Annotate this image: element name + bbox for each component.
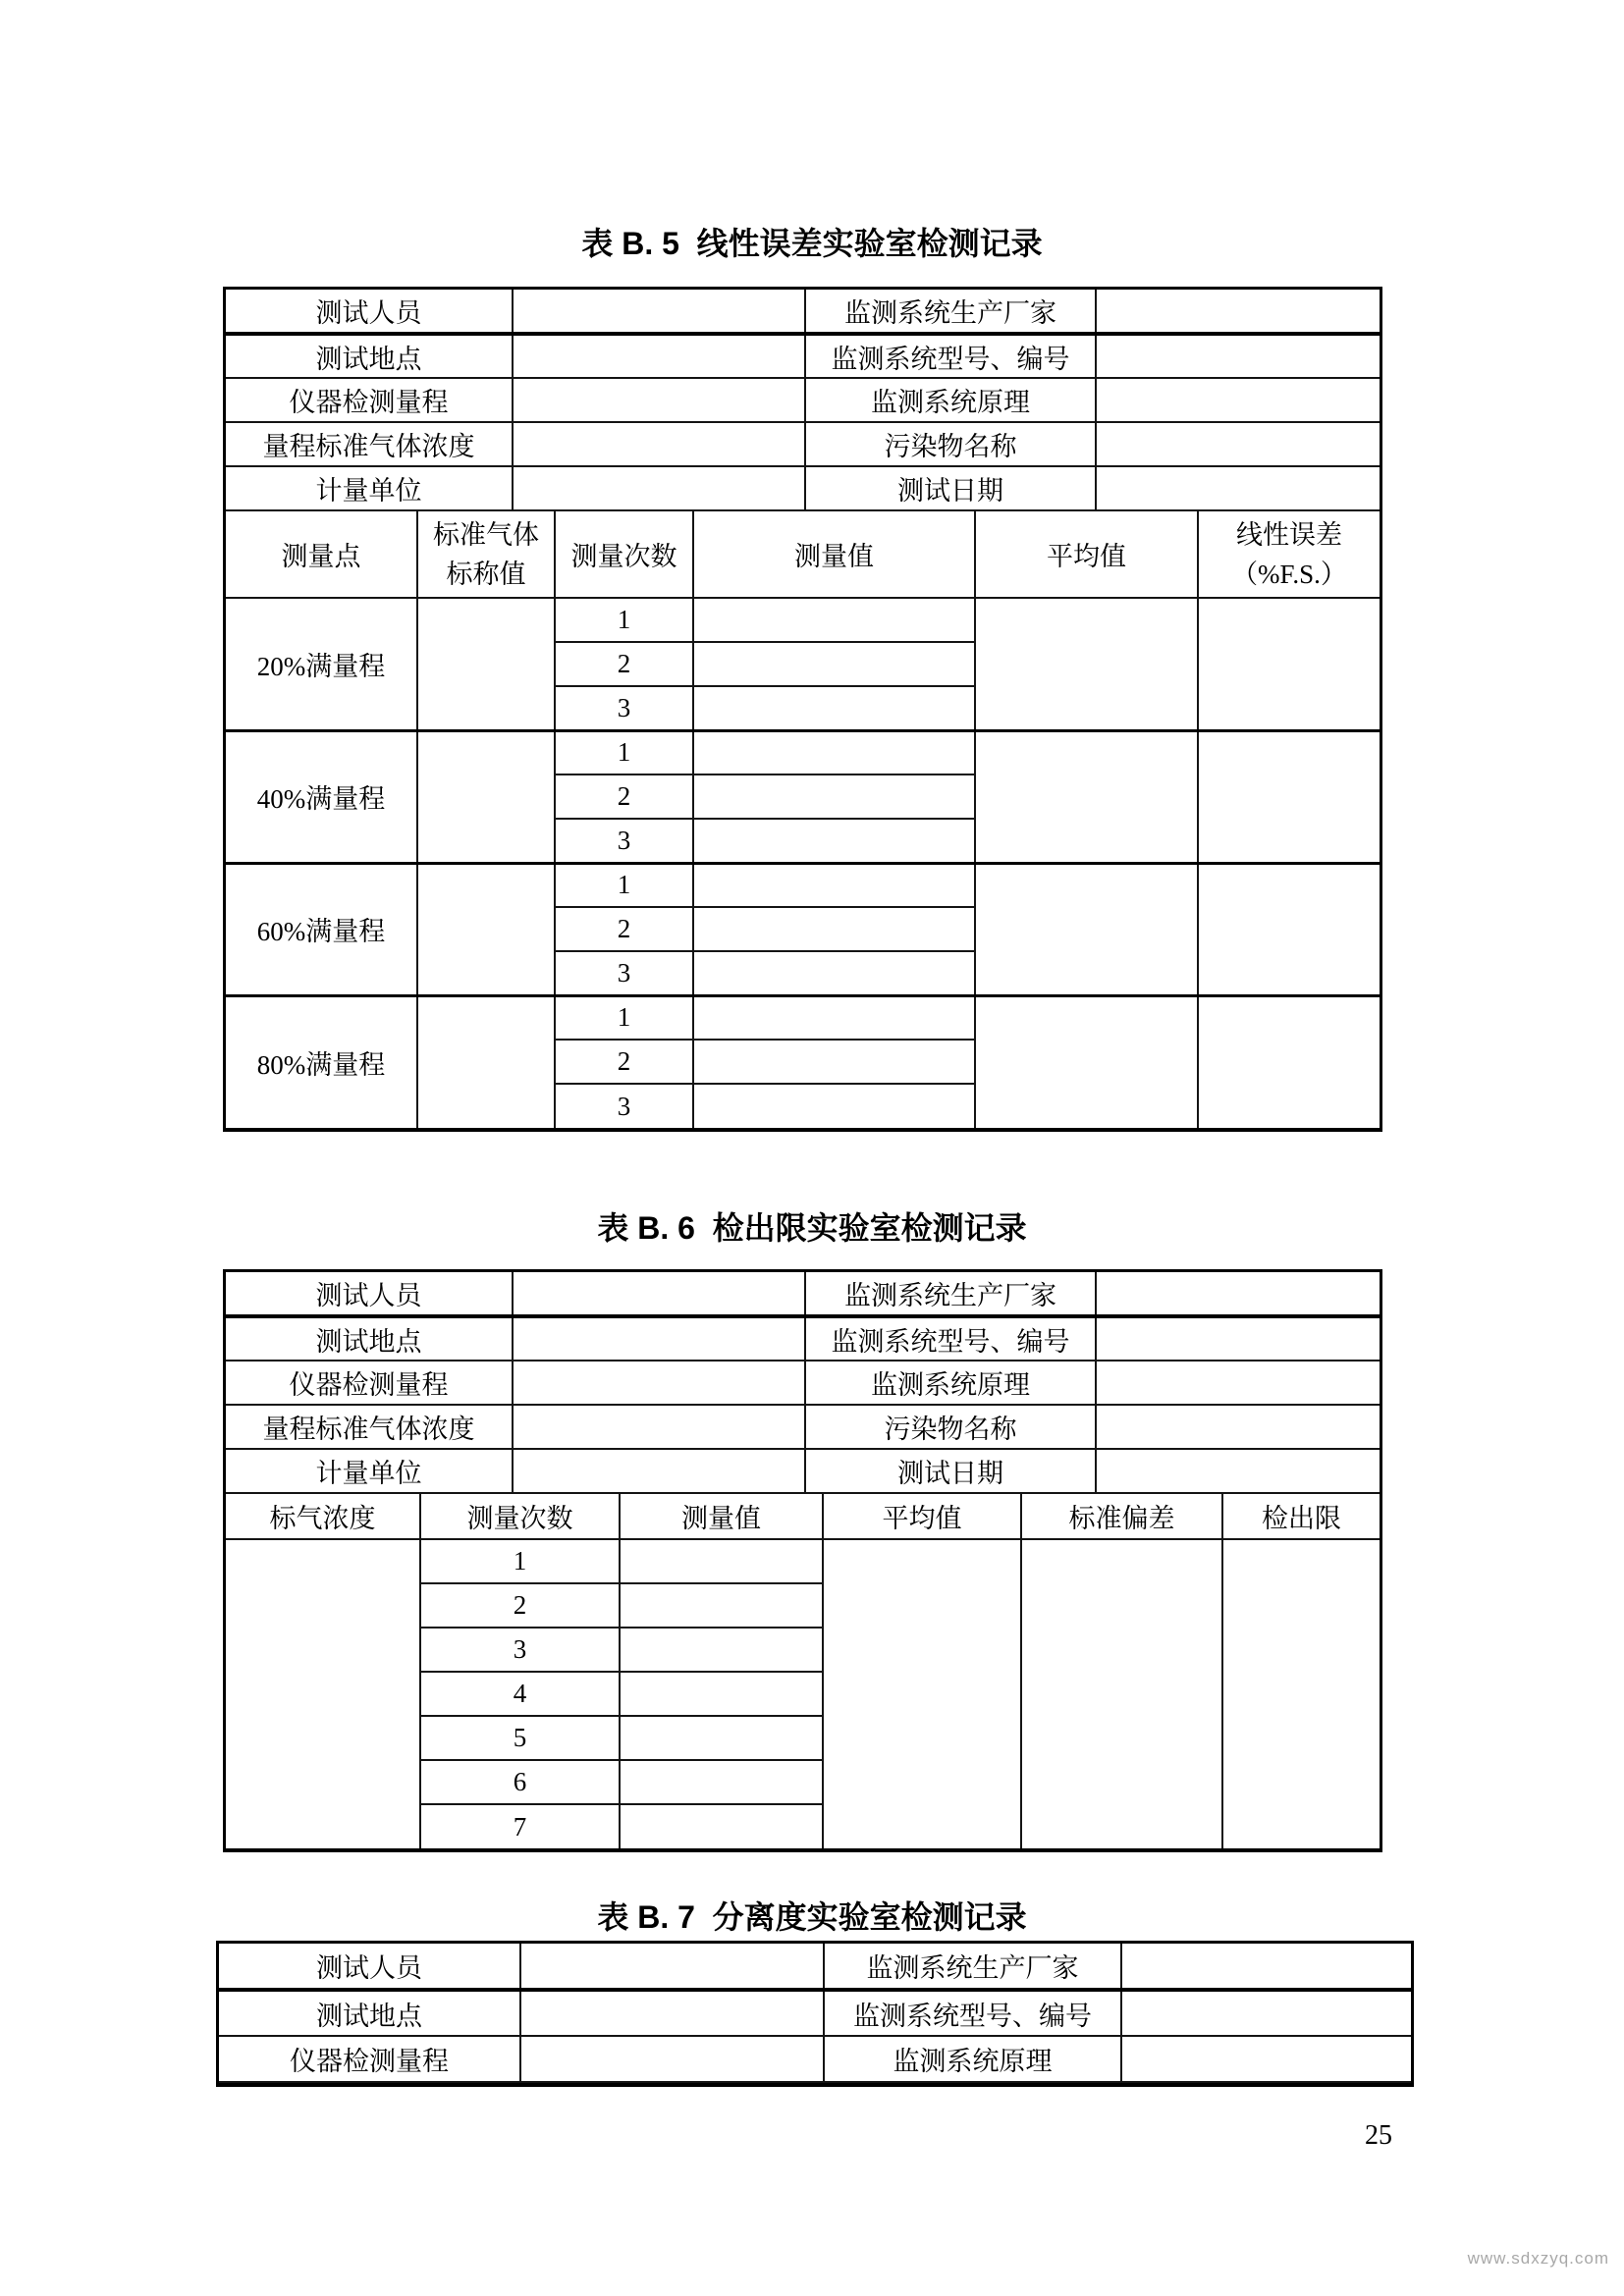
col-header-average: 平均值 [823,1494,1021,1539]
nominal-blank-cell [417,863,555,995]
info-value-blank [520,1944,824,1990]
col-header-measure-times: 测量次数 [555,511,693,598]
value-blank-cell [693,642,975,686]
times-cell: 3 [555,819,693,863]
concentration-blank-cell [226,1539,420,1848]
info-label: 测试地点 [219,1990,520,2036]
info-value-blank [1096,378,1380,422]
value-blank-cell [693,598,975,642]
info-value-blank [1096,1361,1380,1405]
info-label: 监测系统型号、编号 [805,1316,1096,1361]
col-header-measure-times: 测量次数 [420,1494,620,1539]
times-cell: 1 [555,995,693,1040]
table-b6-measure-section [226,1494,1380,1848]
value-blank-cell [620,1539,823,1583]
value-blank-cell [620,1804,823,1848]
measure-point-cell: 40%满量程 [226,730,417,863]
measure-point-cell: 60%满量程 [226,863,417,995]
times-cell: 4 [420,1672,620,1716]
info-label: 测试地点 [226,334,513,378]
info-label: 污染物名称 [805,1405,1096,1449]
error-blank-cell [1198,863,1380,995]
col-header-line: 标称值 [446,559,526,589]
info-value-blank [1096,466,1380,510]
table-b6 [223,1269,1382,1852]
info-label: 测试人员 [219,1944,520,1990]
times-cell: 3 [555,951,693,995]
nominal-blank-cell [417,730,555,863]
times-cell: 1 [555,863,693,907]
info-label: 仪器检测量程 [219,2036,520,2082]
value-blank-cell [693,730,975,774]
info-value-blank [1096,1316,1380,1361]
info-value-blank [513,1272,805,1316]
table-b7-info-section [219,1944,1411,2083]
value-blank-cell [693,819,975,863]
watermark: www.sdxzyq.com [1467,2249,1609,2268]
value-blank-cell [620,1760,823,1804]
times-cell: 3 [555,686,693,730]
info-value-blank [513,422,805,466]
info-value-blank [1096,1272,1380,1316]
value-blank-cell [693,995,975,1040]
info-label: 监测系统型号、编号 [824,1990,1121,2036]
error-blank-cell [1198,598,1380,730]
value-blank-cell [693,951,975,995]
table-b5-info-section [226,290,1380,511]
info-value-blank [513,1316,805,1361]
info-value-blank [513,290,805,334]
times-cell: 3 [420,1628,620,1672]
value-blank-cell [693,774,975,819]
table-b7 [216,1941,1414,2087]
times-cell: 1 [420,1539,620,1583]
info-label: 量程标准气体浓度 [226,422,513,466]
info-label: 测试人员 [226,1272,513,1316]
col-header-average: 平均值 [975,511,1198,598]
info-label: 监测系统原理 [805,378,1096,422]
average-blank-cell [975,995,1198,1128]
times-cell: 7 [420,1804,620,1848]
col-header-linearity-error [1198,511,1380,598]
col-header-std-deviation: 标准偏差 [1021,1494,1222,1539]
times-cell: 1 [555,598,693,642]
col-header-gas-concentration: 标气浓度 [226,1494,420,1539]
table-b5-measure-section [226,511,1380,1128]
info-label: 监测系统原理 [824,2036,1121,2082]
col-header-standard-gas-nominal [417,511,555,598]
info-label: 监测系统生产厂家 [824,1944,1121,1990]
value-blank-cell [620,1672,823,1716]
limit-blank-cell [1222,1539,1380,1848]
info-label: 测试日期 [805,1449,1096,1493]
measure-point-cell: 20%满量程 [226,598,417,730]
info-value-blank [520,1990,824,2036]
table-b6-title: 表 B. 6 检出限实验室检测记录 [597,1210,1027,1246]
times-cell: 5 [420,1716,620,1760]
average-blank-cell [975,730,1198,863]
table-b6-info-section [226,1272,1380,1494]
info-label: 测试地点 [226,1316,513,1361]
info-value-blank [513,334,805,378]
info-label: 测试人员 [226,290,513,334]
times-cell: 2 [420,1583,620,1628]
info-value-blank [1121,1990,1411,2036]
value-blank-cell [693,686,975,730]
col-header-detection-limit: 检出限 [1222,1494,1380,1539]
times-cell: 6 [420,1760,620,1804]
info-label: 仪器检测量程 [226,1361,513,1405]
info-label: 监测系统生产厂家 [805,1272,1096,1316]
info-value-blank [1096,1405,1380,1449]
info-label: 测试日期 [805,466,1096,510]
info-label: 监测系统生产厂家 [805,290,1096,334]
col-header-line: 线性误差 [1236,519,1342,550]
error-blank-cell [1198,730,1380,863]
info-value-blank [1096,422,1380,466]
times-cell: 2 [555,907,693,951]
value-blank-cell [620,1583,823,1628]
table-b7-title: 表 B. 7 分离度实验室检测记录 [597,1899,1027,1935]
info-label: 监测系统原理 [805,1361,1096,1405]
col-header-measured-value: 测量值 [693,511,975,598]
times-cell: 3 [555,1084,693,1128]
value-blank-cell [693,1084,975,1128]
times-cell: 2 [555,774,693,819]
value-blank-cell [693,863,975,907]
info-value-blank [1121,1944,1411,1990]
info-value-blank [1096,334,1380,378]
table-b5 [223,287,1382,1132]
value-blank-cell [620,1628,823,1672]
info-value-blank [1096,1449,1380,1493]
average-blank-cell [975,863,1198,995]
info-value-blank [513,1405,805,1449]
info-value-blank [520,2036,824,2082]
info-value-blank [513,466,805,510]
nominal-blank-cell [417,598,555,730]
info-label: 计量单位 [226,466,513,510]
info-label: 污染物名称 [805,422,1096,466]
info-value-blank [513,378,805,422]
error-blank-cell [1198,995,1380,1128]
value-blank-cell [693,907,975,951]
info-label: 计量单位 [226,1449,513,1493]
average-blank-cell [823,1539,1021,1848]
page-number: 25 [1365,2120,1392,2151]
value-blank-cell [693,1040,975,1084]
info-value-blank [513,1449,805,1493]
info-label: 量程标准气体浓度 [226,1405,513,1449]
table-b5-title: 表 B. 5 线性误差实验室检测记录 [581,226,1043,261]
info-value-blank [1121,2036,1411,2082]
stddev-blank-cell [1021,1539,1222,1848]
info-value-blank [1096,290,1380,334]
nominal-blank-cell [417,995,555,1128]
value-blank-cell [620,1716,823,1760]
col-header-measured-value: 测量值 [620,1494,823,1539]
times-cell: 1 [555,730,693,774]
col-header-line: 标准气体 [433,519,539,550]
info-value-blank [513,1361,805,1405]
info-label: 仪器检测量程 [226,378,513,422]
col-header-measure-point: 测量点 [226,511,417,598]
info-label: 监测系统型号、编号 [805,334,1096,378]
col-header-line: （%F.S.） [1231,559,1347,589]
times-cell: 2 [555,642,693,686]
average-blank-cell [975,598,1198,730]
times-cell: 2 [555,1040,693,1084]
measure-point-cell: 80%满量程 [226,995,417,1128]
